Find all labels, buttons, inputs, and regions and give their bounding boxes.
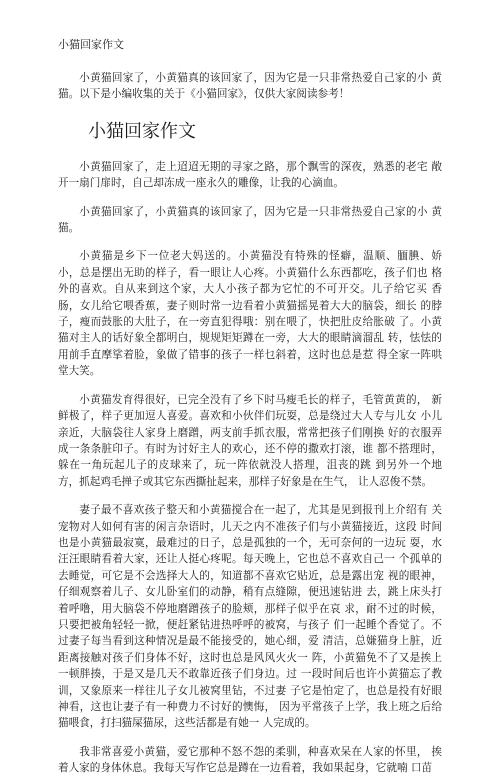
document-header: 小猫回家作文 (58, 38, 124, 51)
article-paragraph: 我非常喜爱小黄猫，爱它那种不怒不怨的柔驯，种喜欢呆在人家的怀里， 挨着人家的身体休息。我每天写作它总是蹲在一边看着，我如果起身，它就喃 口苗 (58, 745, 442, 775)
article-paragraph: 小黄猫回家了，小黄猫真的该回家了，因为它是一只非常热爱自己家的小 黄猫。 (58, 205, 442, 235)
article-paragraph: 小黄猫发育得很好，已完全没有了乡下时马瘦毛长的样子，毛管黄黄的， 新鲜极了，样子更加逗人喜爱。喜欢和小伙伴们玩耍，总是绕过大人专与儿女 小儿亲近，大脑袋往人家身上磨蹭，两支前手抓衣服，常常把孩子们刚换 好的衣服弄成一条条脏印子。有时为讨好主人的欢心，还不停的撒欢打滚，谁 都不搭理时，躲在一角玩起儿子的皮球来了，玩一阵依就没人搭理，沮丧的跳 到另外一个地方，抓起鸡毛掸子或其它东西撕扯起来，那样子好象是在生气， 让人忍俊不禁。 (58, 393, 442, 488)
article-paragraph: 小黄猫是乡下一位老大妈送的。小黄猫没有特殊的怪癖，温顺、腼腆、娇 小，总是摆出无助的样子，看一眼让人心疼。小黄猫什么东西都吃，孩子们也 格外的喜欢。自从来到这个家，大人小孩子都为它忙的不可开交。儿子给它买 香肠，女儿给它喂香蕉，妻子则时常一边看着小黄猫摇晃着大大的脑袋，细长 的脖子，瘦而鼓胀的大肚子，在一旁直犯得哦：别在喂了，快把肚皮给胀破 了。小黄猫对主人的话好象全都明白，规规矩矩蹲在一旁，大大的眼睛滴溜乱 转，怯怯的用前手直摩挲着脸，象做了错事的孩子一样乜斜着，这时也总是惹 得全家一阵哄堂大笑。 (58, 250, 442, 378)
article-paragraph: 小黄猫回家了，走上迢迢无期的寻家之路，那个飘雪的深夜，熟悉的老宅 敞开一扇门扉时，自己却冻成一座永久的雕像，让我的心滴血。 (58, 160, 442, 190)
article-title: 小猫回家作文 (88, 120, 196, 142)
article-paragraph: 妻子最不喜欢孩子整天和小黄猫搅合在一起了，尤其是见到报刊上介绍有 关宠物对人如何有害的闲言杂语时，儿天之内不准孩子们与小黄猫接近，这段 时间也是小黄猫最寂寞，最难过的日子，总是孤独的一个，无可奈何的一边玩 耍，水汪汪眼睛看着大家，还让人挺心疼呢。每天晚上，它也总不喜欢自己一 个孤单的去睡觉，可它是不会选择大人的，知道都不喜欢它贴近，总是露出宠 视的眼神，仔细观察着儿子、女儿卧室们的动静，稍有点缝隙，便迅速钻进 去，跳上床头打着呼噜，用大脑袋不停地磨蹭孩子的脸颊，那样子似乎在哀 求，耐不过的时候，只要把被角轻轻一掀，便赶紧钻进热呼呼的被窝，与孩子 们一起睡个香觉了。不过妻子每当看到这种情况是最不能接受的，她心细，爱 清洁，总嫌猫身上脏，近距离接触对孩子们身体不好，这时也总是风风火火一 阵，小黄猫免不了又是挨上一顿胖揍，于是又是几天不敢靠近孩子们身边。过 一段时间后也许小黄猫忘了教训，又象原来一样往儿子女儿被窝里钻，不过妻 子它是怕定了，也总是投有好眼神看，这也让妻子有一种费力不讨好的懊悔， 因为平常孩子上学，我上班之后给猫喂食，打扫猫屎猫尿，这些活都是有她一 人完成的。 (58, 504, 442, 730)
intro-paragraph: 小黄猫回家了，小黄猫真的该回家了，因为它是一只非常热爱自己家的小 黄猫。以下是小编收集的关于《小猫回家》，仅供大家阅读参考！ (58, 72, 442, 101)
